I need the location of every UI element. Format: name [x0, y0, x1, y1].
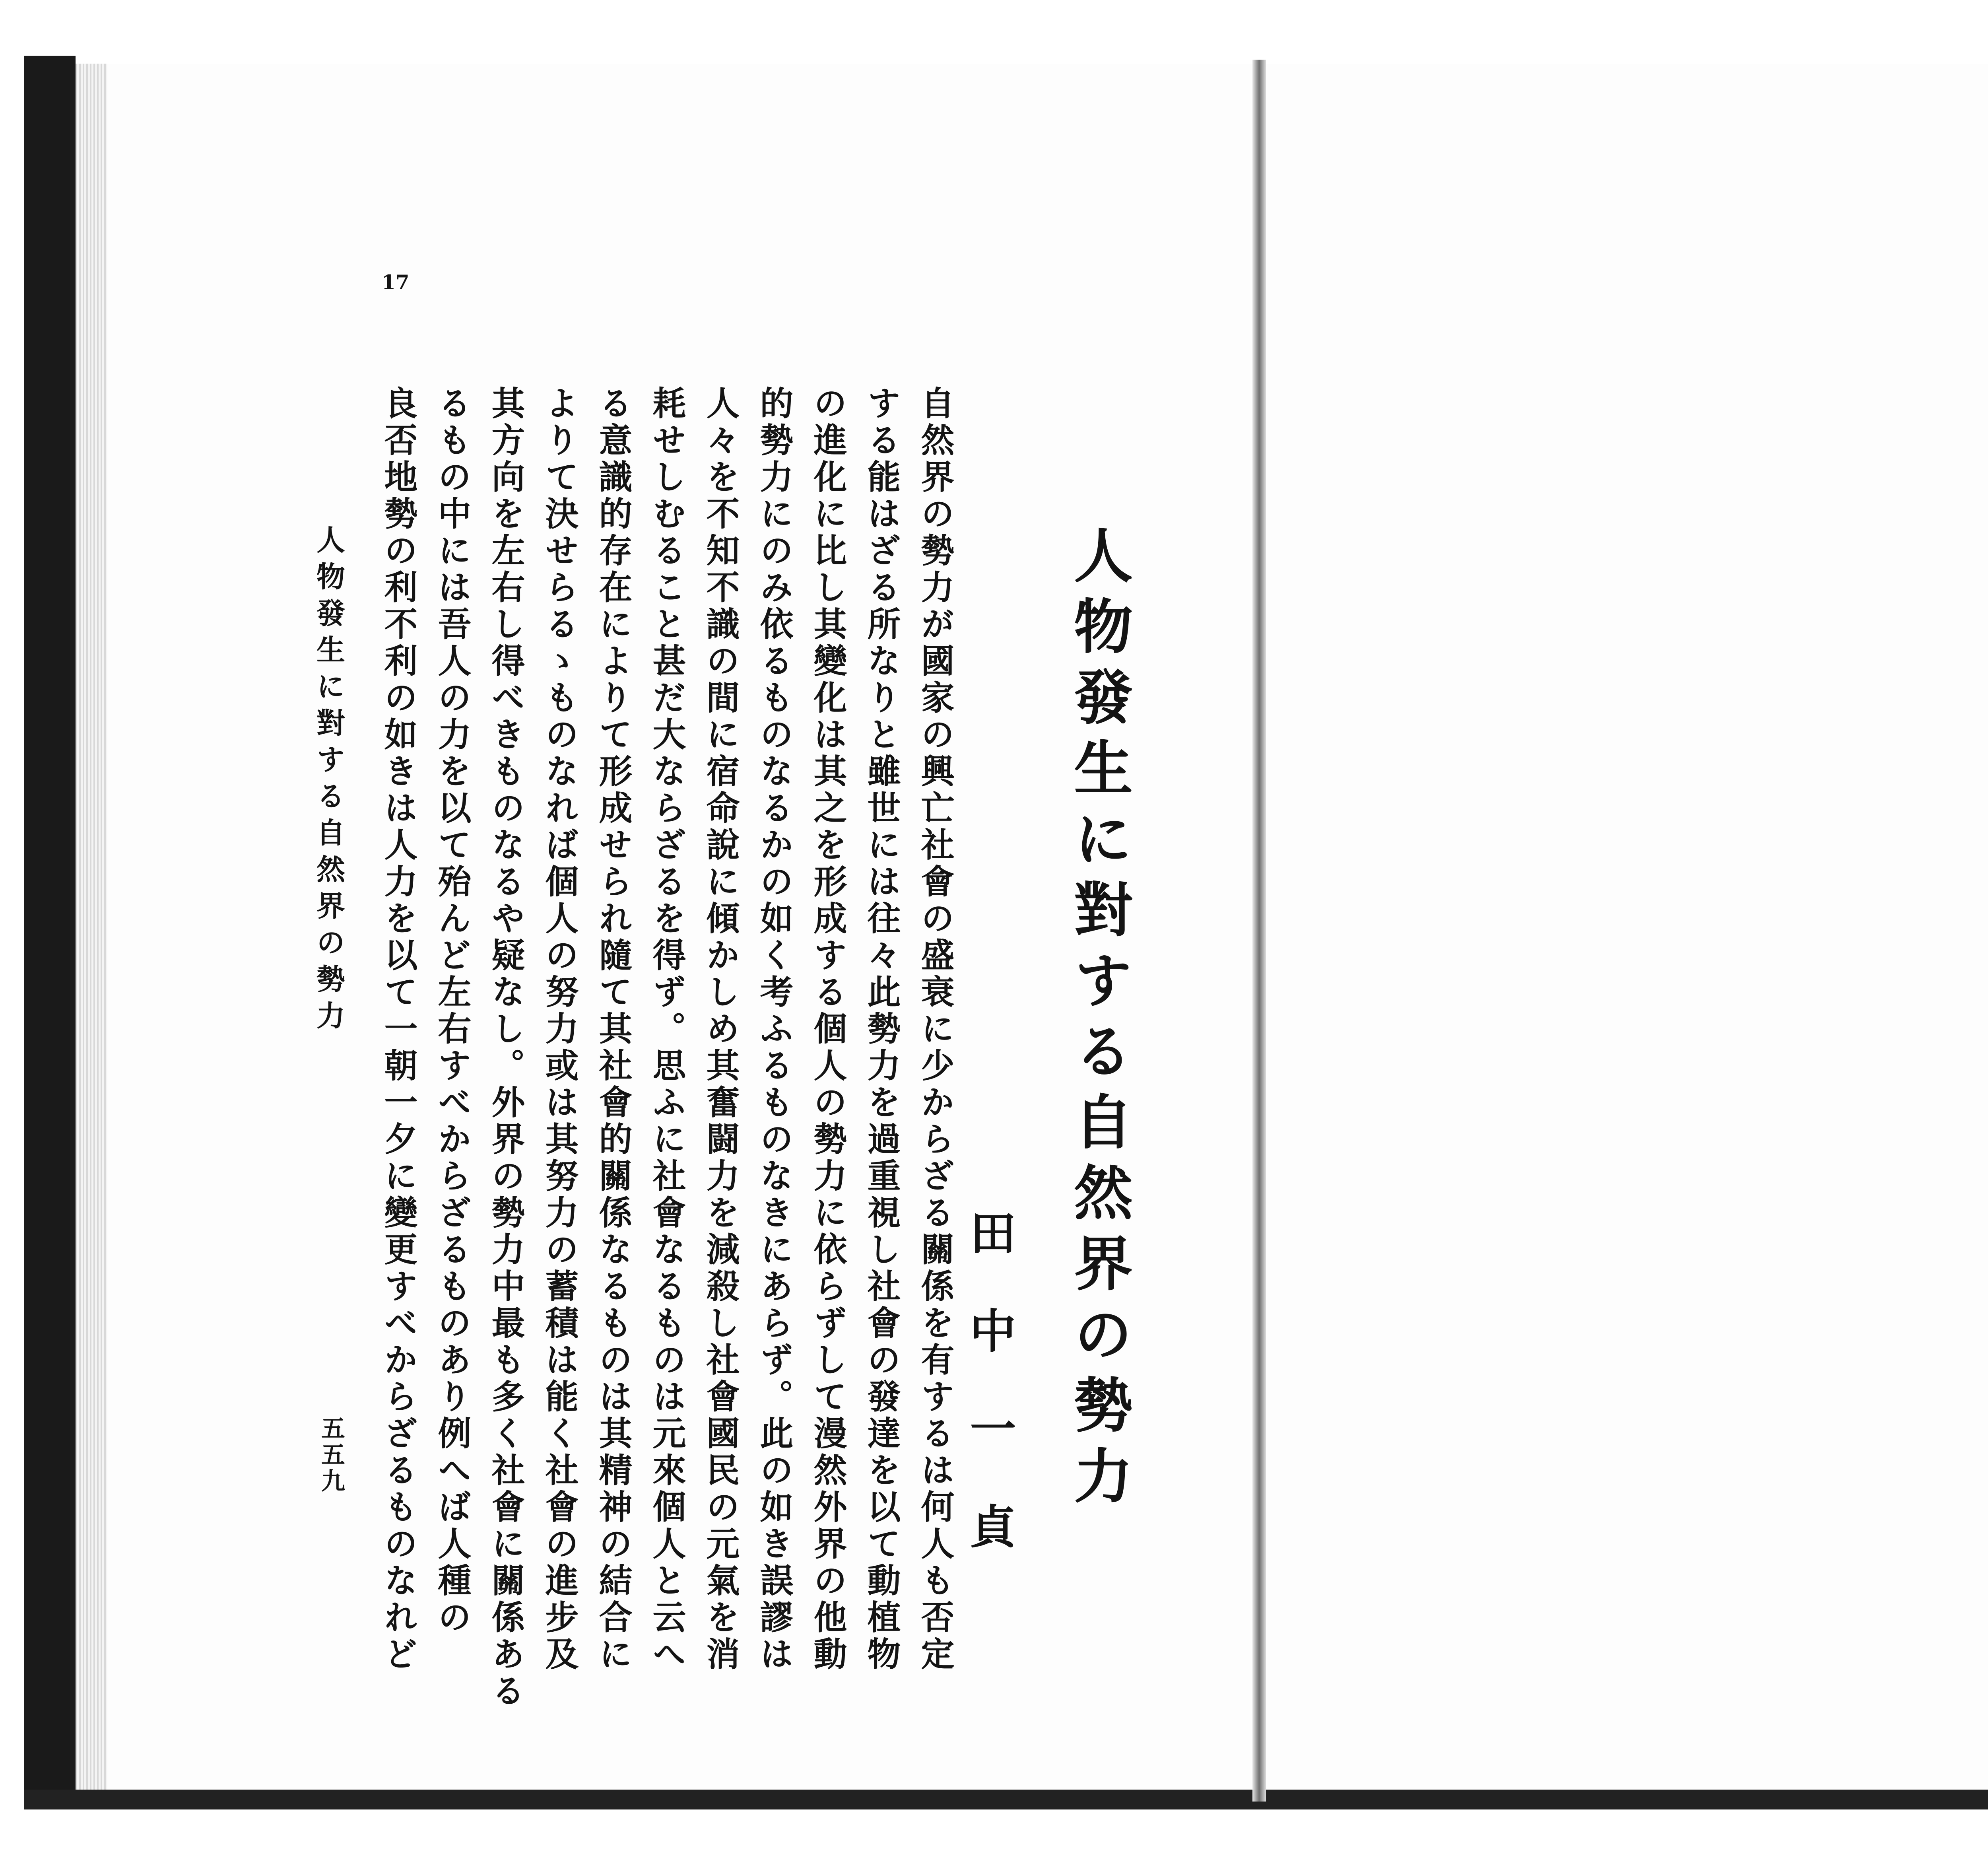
book-left-edge [24, 56, 76, 1798]
scan-top-margin [0, 0, 1988, 56]
body-column-7: る意識的存在によりて形成せられ隨て其社會的關係なるものは其精神の結合に [594, 386, 633, 1673]
body-column-3: の進化に比し其變化は其之を形成する個人の勢力に依らずして漫然外界の他動 [808, 386, 848, 1673]
body-column-10: るもの中には吾人の力を以て殆んど左右すべからざるものあり例へば人種の [433, 386, 472, 1636]
left-page-number: 17 [382, 270, 410, 294]
article-author: 田中一貞 [962, 1209, 1016, 1600]
left-page [107, 64, 1252, 1790]
body-column-1: 自然界の勢力が國家の興亡社會の盛衰に少からざる關係を有するは何人も否定 [916, 386, 955, 1673]
left-page-number-kanji: 五五九 [317, 1416, 345, 1495]
article-title: 人物發生に對する自然界の勢力 [1064, 525, 1134, 1516]
body-column-8: よりて決せらるゝものなれば個人の努力或は其努力の蓄積は能く社會の進步及 [540, 386, 579, 1673]
body-column-5: 人々を不知不識の間に宿命說に傾かしめ其奮闘力を減殺し社會國民の元氣を消 [701, 386, 740, 1673]
book-bottom-edge [24, 1790, 1988, 1809]
book-gutter [1252, 60, 1266, 1802]
body-column-11: 良否地勢の利不利の如きは人力を以て一朝一夕に變更すべからざるものなれど [379, 386, 418, 1673]
body-column-9: 其方向を左右し得べきものなるや疑なし。外界の勢力中最も多く社會に關係ある [486, 386, 526, 1710]
right-page [1266, 64, 1988, 1790]
body-column-2: する能はざる所なりと雖世には往々此勢力を過重視し社會の發達を以て動植物 [862, 386, 901, 1673]
body-column-6: 耗せしむること甚だ大ならざるを得ず。思ふに社會なるものは元來個人と云へ [647, 386, 687, 1673]
body-column-4: 的勢力にのみ依るものなるかの如く考ふるものなきにあらず。此の如き誤謬は [755, 386, 794, 1673]
left-page-edges [76, 64, 107, 1790]
running-footer: 人物發生に對する自然界の勢力 [312, 525, 346, 1037]
